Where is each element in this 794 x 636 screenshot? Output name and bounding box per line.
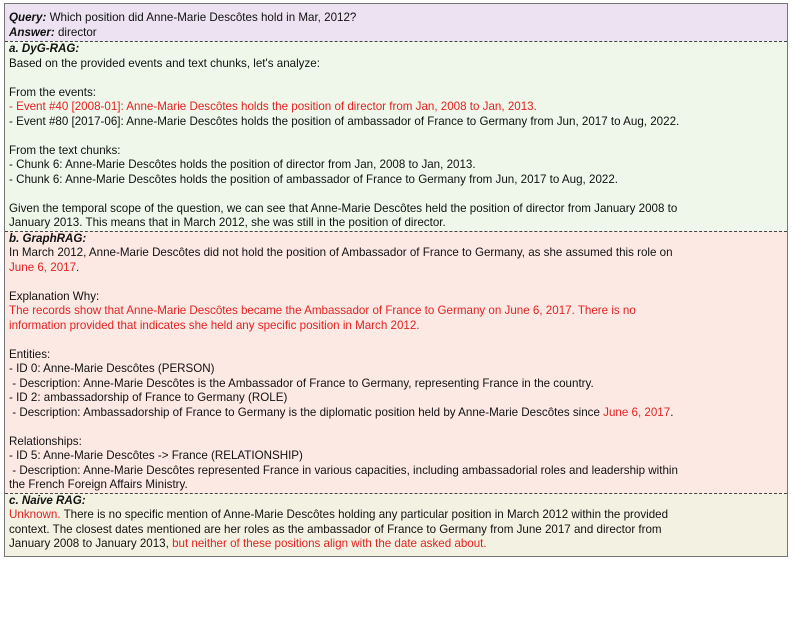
query-line (9, 11, 783, 26)
graph-title: b. GraphRAG: (9, 231, 87, 245)
graph-intro-date: June 6, 2017 (9, 260, 77, 274)
comparison-figure (4, 3, 788, 557)
query-section (5, 4, 787, 41)
naive-rag-section (5, 493, 787, 556)
graph-relationship-1-desc (9, 464, 783, 479)
graph-entity-1-desc (9, 377, 783, 392)
answer-line (9, 26, 783, 41)
graph-entity-1: - ID 0: Anne-Marie Descôtes (PERSON) (9, 362, 215, 375)
dyg-conclusion-2: January 2013. This means that in March 2012, she was still in the position of director. (9, 216, 446, 229)
dyg-chunk-2: - Chunk 6: Anne-Marie Descôtes holds the position of ambassador of France to Germany from Jun, 2017 to Aug, 2022. (9, 172, 619, 186)
graph-relationships-header: Relationships: (9, 434, 82, 448)
graph-entity-2: - ID 2: ambassadorship of France to Germany (ROLE) (9, 391, 288, 404)
graph-entity-2-desc-text: - Description: Ambassadorship of France to Germany is the diplomatic position held by Anne-Marie Descôtes since (12, 405, 604, 419)
graph-intro-1: In March 2012, Anne-Marie Descôtes did not hold the position of Ambassador of France to Germany, as she assumed this role on (9, 246, 673, 259)
dyg-intro: Based on the provided events and text chunks, let's analyze: (9, 56, 320, 70)
dyg-chunk-1: - Chunk 6: Anne-Marie Descôtes holds the position of director from Jan, 2008 to Jan, 2013. (9, 158, 476, 171)
graph-relationship-1-desc-text: - Description: Anne-Marie Descôtes represented France in various capacities, including ambassadorial roles and leadership within (12, 463, 678, 477)
query-label: Query: (9, 11, 47, 24)
naive-line-2: context. The closest dates mentioned are her roles as the ambassador of France to Germany from June 2017 and director from (9, 522, 662, 536)
graph-explanation-1: The records show that Anne-Marie Descôtes became the Ambassador of France to Germany on June 6, 2017. There is no (9, 304, 636, 317)
graph-entity-1-desc-text: - Description: Anne-Marie Descôtes is the Ambassador of France to Germany, representing France in the country. (12, 376, 594, 390)
graph-intro-tail: . (76, 260, 80, 274)
dyg-conclusion-1: Given the temporal scope of the question, we can see that Anne-Marie Descôtes held the position of director from January 2008 to (9, 201, 678, 215)
answer-text: director (57, 25, 97, 39)
graphrag-section (5, 231, 787, 493)
graph-explanation-header: Explanation Why: (9, 289, 100, 303)
graph-entity-2-tail: . (670, 405, 674, 419)
dyg-chunks-header: From the text chunks: (9, 143, 121, 157)
graph-relationship-1: - ID 5: Anne-Marie Descôtes -> France (RELATIONSHIP) (9, 449, 303, 462)
dyg-event-1: - Event #40 [2008-01]: Anne-Marie Descôtes holds the position of director from Jan, 2008 to Jan, 2013. (9, 100, 537, 113)
naive-line-3 (9, 537, 783, 552)
naive-unknown: Unknown. (9, 508, 61, 521)
query-text: Which position did Anne-Marie Descôtes hold in Mar, 2012? (49, 11, 357, 24)
dyg-event-2: - Event #80 [2017-06]: Anne-Marie Descôtes holds the position of ambassador of France to Germany from Jun, 2017 to Aug, 2022. (9, 114, 680, 128)
dyg-rag-section (5, 41, 787, 231)
naive-line-3-text: January 2008 to January 2013, (9, 537, 173, 550)
dyg-events-header: From the events: (9, 85, 96, 99)
graph-intro-2 (9, 261, 783, 276)
naive-line-1-text: There is no specific mention of Anne-Marie Descôtes holding any particular position in March 2012 within the provided (60, 508, 669, 521)
graph-entity-2-date: June 6, 2017 (603, 405, 671, 419)
naive-title: c. Naive RAG: (9, 493, 86, 507)
graph-entities-header: Entities: (9, 347, 51, 361)
graph-entity-2-desc (9, 406, 783, 421)
naive-line-3-red: but neither of these positions align with the date asked about. (172, 537, 487, 550)
graph-explanation-2: information provided that indicates she held any specific position in March 2012. (9, 318, 420, 332)
answer-label: Answer: (9, 25, 55, 39)
graph-relationship-1-desc-2: the French Foreign Affairs Ministry. (9, 478, 188, 491)
naive-line-1 (9, 508, 783, 523)
dyg-title: a. DyG-RAG: (9, 42, 80, 55)
